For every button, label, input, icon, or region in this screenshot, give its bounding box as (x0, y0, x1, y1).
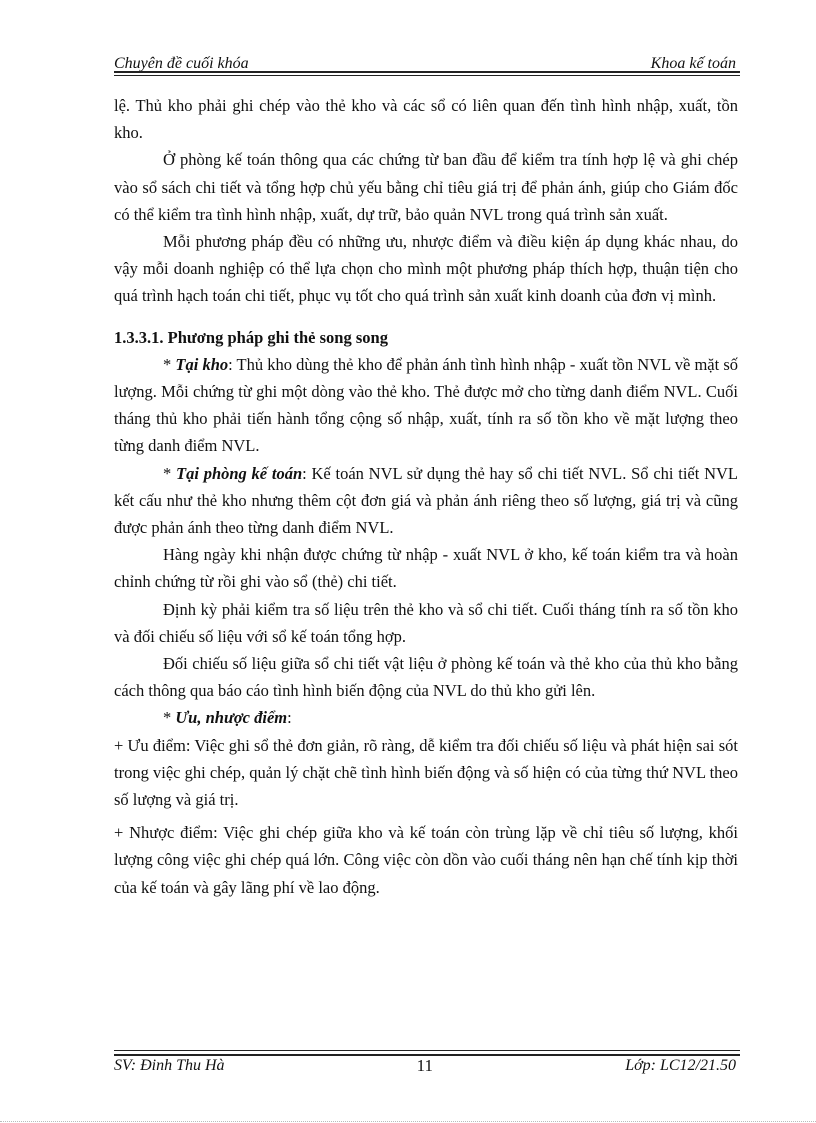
header-rule-thick (114, 71, 740, 73)
header-left-title: Chuyên đề cuối khóa (114, 55, 249, 72)
page-number: 11 (416, 1056, 434, 1075)
paragraph-tai-kho (114, 351, 738, 460)
bullet-star: * (163, 354, 176, 374)
paragraph-uu-nhuoc (114, 704, 738, 731)
paragraph-uu-diem: + Ưu điểm: Việc ghi sổ thẻ đơn giản, rõ ràng, dễ kiểm tra đối chiếu số liệu và phát hiện sai sót trong việc ghi chép, quản lý chặt chẽ tình hình biến động và số hiện có của từng thứ NVL theo số lượng và giá trị. (114, 735, 738, 810)
section-heading: 1.3.3.1. Phương pháp ghi thẻ song song (114, 327, 388, 347)
footer-student-name: SV: Đinh Thu Hà (114, 1057, 225, 1074)
paragraph-nhuoc-diem: + Nhược điểm: Việc ghi chép giữa kho và kế toán còn trùng lặp về chỉ tiêu số lượng, khối lượng công việc ghi chép quá lớn. Công việc còn dồn vào cuối tháng nên hạn chế tính kịp thời của kế toán và gây lãng phí về lao động. (114, 823, 738, 897)
text-tai-kho: : Thủ kho dùng thẻ kho để phản ánh tình hình nhập - xuất tồn NVL về mặt số lượng. Mỗi chứng từ ghi một dòng vào thẻ kho. Thẻ được mở cho từng danh điểm NVL. Cuối tháng thủ kho phải tiến hành tổng cộng số nhập, xuất, tính ra số tồn kho về mặt lượng theo từng danh điểm NVL. (114, 354, 738, 456)
page-footer (114, 1055, 736, 1077)
paragraph-2: Ở phòng kế toán thông qua các chứng từ ban đầu để kiểm tra tính hợp lệ và ghi chép vào sổ sách chi tiết và tổng hợp chủ yếu bằng chỉ tiêu giá trị để phản ánh, giúp cho Giám đốc có thể kiểm tra tình hình nhập, xuất, dự trữ, bảo quản NVL trong quá trình sản xuất. (114, 150, 738, 224)
header-right-title: Khoa kế toán (650, 55, 736, 72)
label-uu-nhuoc-diem: Ưu, nhược điểm (175, 708, 288, 728)
page-header (114, 47, 736, 73)
bullet-star: * (163, 708, 176, 728)
paragraph-8: Đối chiếu số liệu giữa sổ chi tiết vật liệu ở phòng kế toán và thẻ kho của thủ kho bằng cách thông qua báo cáo tình hình biến động của NVL do thủ kho gửi lên. (114, 654, 738, 701)
text-tai-phong-ke-toan: : Kế toán NVL sử dụng thẻ hay sổ chi tiết NVL. Sổ chi tiết NVL kết cấu như thẻ kho nhưng thêm cột đơn giá và phản ánh riêng theo số lượng, giá trị và cũng được phản ánh theo từng danh điểm NVL. (114, 463, 738, 538)
text-uu-nhuoc: : (287, 708, 292, 728)
paragraph-1: lệ. Thủ kho phải ghi chép vào thẻ kho và các sổ có liên quan đến tình hình nhập, xuất, tồn kho. (114, 96, 738, 143)
label-tai-phong-ke-toan: Tại phòng kế toán (176, 463, 303, 483)
paragraph-3: Mỗi phương pháp đều có những ưu, nhược điểm và điều kiện áp dụng khác nhau, do vậy mỗi doanh nghiệp có thể lựa chọn cho mình một phương pháp thích hợp, thuận tiện cho quá trình hạch toán chi tiết, phục vụ tốt cho quá trình sản xuất kinh doanh của đơn vị mình. (114, 232, 738, 306)
footer-class: Lớp: LC12/21.50 (625, 1057, 736, 1074)
bullet-star: * (163, 463, 177, 483)
paragraph-6: Hàng ngày khi nhận được chứng từ nhập - xuất NVL ở kho, kế toán kiểm tra và hoàn chỉnh chứng từ rồi ghi vào sổ (thẻ) chi tiết. (114, 545, 738, 592)
paragraph-7: Định kỳ phải kiểm tra số liệu trên thẻ kho và sổ chi tiết. Cuối tháng tính ra số tồn kho và đối chiếu số liệu với sổ kế toán tổng hợp. (114, 599, 738, 646)
page-body (114, 92, 738, 901)
header-rule-thin (114, 75, 740, 76)
page-bottom-dotted-edge (0, 1121, 816, 1122)
label-tai-kho: Tại kho (175, 354, 229, 374)
footer-rule-thin (114, 1050, 740, 1051)
paragraph-tai-phong-ke-toan (114, 460, 738, 542)
